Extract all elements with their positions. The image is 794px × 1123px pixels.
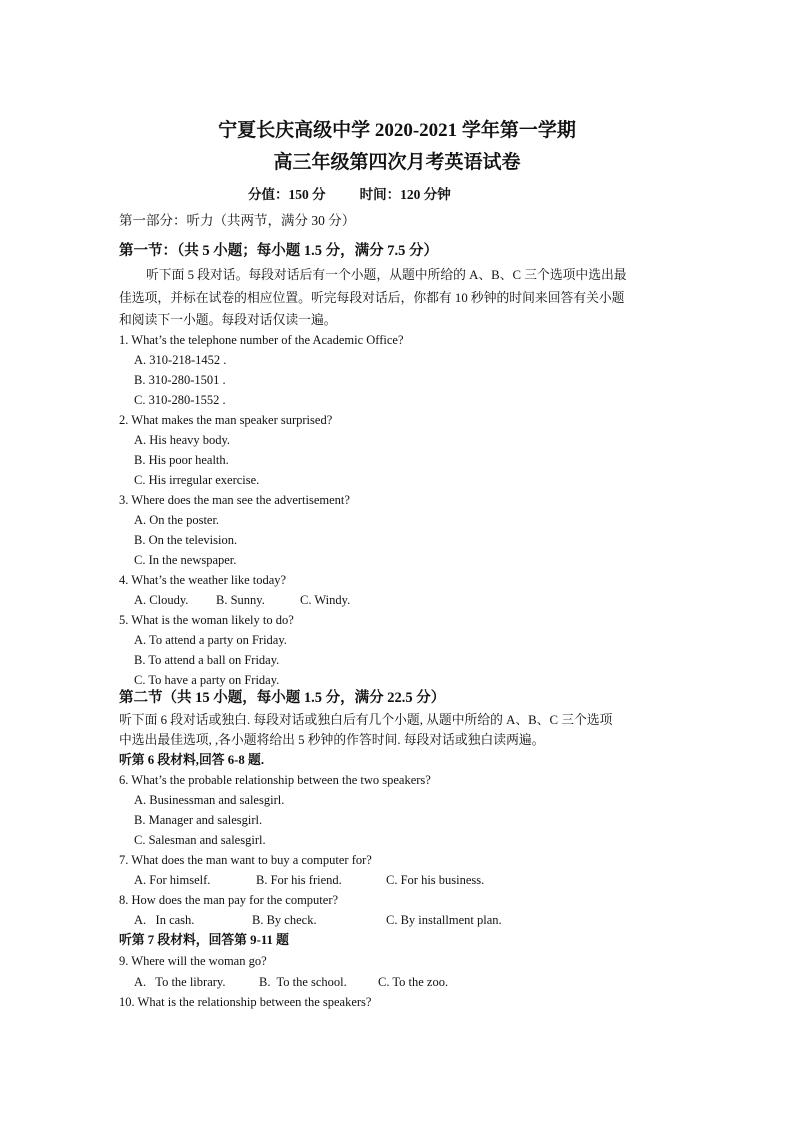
section2-instruction-1: 听下面 6 段对话或独白. 每段对话或独白后有几个小题, 从题中所给的 A、B、C 三个选项 bbox=[119, 713, 613, 727]
q2-option-a: A. His heavy body. bbox=[134, 433, 231, 447]
material-6-heading: 听第 6 段材料,回答 6-8 题. bbox=[119, 753, 265, 767]
exam-subtitle: 高三年级第四次月考英语试卷 bbox=[273, 152, 521, 173]
q7-option-c: C. For his business. bbox=[386, 873, 485, 887]
q8-option-b: B. By check. bbox=[252, 913, 317, 927]
score-label: 分值：150 分 bbox=[248, 187, 326, 202]
section1-instruction-3: 和阅读下一小题。每段对话仅读一遍。 bbox=[119, 313, 337, 327]
q5-option-b: B. To attend a ball on Friday. bbox=[134, 653, 280, 667]
section2-title: 第二节（共 15 小题，每小题 1.5 分，满分 22.5 分） bbox=[119, 690, 446, 706]
section1-title: 第一节：（共 5 小题；每小题 1.5 分，满分 7.5 分） bbox=[119, 243, 438, 259]
q2-option-b: B. His poor health. bbox=[134, 453, 229, 467]
q3-option-a: A. On the poster. bbox=[134, 513, 220, 527]
section1-instruction-1: 听下面 5 段对话。每段对话后有一个小题，从题中所给的 A、B、C 三个选项中选出最 bbox=[146, 268, 627, 282]
question-7: 7. What does the man want to buy a computer for? bbox=[119, 853, 372, 867]
q4-option-c: C. Windy. bbox=[300, 593, 351, 607]
exam-title: 宁夏长庆高级中学 2020-2021 学年第一学期 bbox=[218, 120, 576, 141]
q1-option-b: B. 310-280-1501 . bbox=[134, 373, 226, 387]
q9-option-a: A. To the library. bbox=[134, 975, 226, 989]
part1-title: 第一部分：听力（共两节，满分 30 分） bbox=[119, 213, 356, 228]
q6-option-a: A. Businessman and salesgirl. bbox=[134, 793, 285, 807]
q3-option-b: B. On the television. bbox=[134, 533, 238, 547]
q4-option-b: B. Sunny. bbox=[216, 593, 265, 607]
q7-option-b: B. For his friend. bbox=[256, 873, 342, 887]
q7-option-a: A. For himself. bbox=[134, 873, 211, 887]
exam-meta bbox=[248, 186, 451, 204]
section2-instruction-2: 中选出最佳选项, ,各小题将给出 5 秒钟的作答时间. 每段对话或独白读两遍。 bbox=[119, 733, 545, 747]
question-9: 9. Where will the woman go? bbox=[119, 954, 267, 968]
question-10: 10. What is the relationship between the speakers? bbox=[119, 995, 372, 1009]
question-8: 8. How does the man pay for the computer? bbox=[119, 893, 339, 907]
q5-option-a: A. To attend a party on Friday. bbox=[134, 633, 287, 647]
q3-option-c: C. In the newspaper. bbox=[134, 553, 237, 567]
question-6: 6. What’s the probable relationship between the two speakers? bbox=[119, 773, 431, 787]
q6-option-b: B. Manager and salesgirl. bbox=[134, 813, 263, 827]
q8-option-c: C. By installment plan. bbox=[386, 913, 502, 927]
question-1: 1. What’s the telephone number of the Academic Office? bbox=[119, 333, 404, 347]
q2-option-c: C. His irregular exercise. bbox=[134, 473, 260, 487]
time-label: 时间：120 分钟 bbox=[359, 187, 451, 202]
q5-option-c: C. To have a party on Friday. bbox=[134, 673, 280, 687]
q9-option-c: C. To the zoo. bbox=[378, 975, 449, 989]
question-5: 5. What is the woman likely to do? bbox=[119, 613, 294, 627]
question-4: 4. What’s the weather like today? bbox=[119, 573, 287, 587]
q8-option-a: A. In cash. bbox=[134, 913, 195, 927]
section1-instruction-2: 佳选项，并标在试卷的相应位置。听完每段对话后，你都有 10 秒钟的时间来回答有关小题 bbox=[119, 291, 625, 305]
q6-option-c: C. Salesman and salesgirl. bbox=[134, 833, 266, 847]
material-7-heading: 听第 7 段材料，回答第 9-11 题 bbox=[119, 933, 289, 947]
q9-option-b: B. To the school. bbox=[259, 975, 347, 989]
question-2: 2. What makes the man speaker surprised? bbox=[119, 413, 333, 427]
q1-option-c: C. 310-280-1552 . bbox=[134, 393, 226, 407]
q4-option-a: A. Cloudy. bbox=[134, 593, 189, 607]
q1-option-a: A. 310-218-1452 . bbox=[134, 353, 227, 367]
question-3: 3. Where does the man see the advertisement? bbox=[119, 493, 350, 507]
